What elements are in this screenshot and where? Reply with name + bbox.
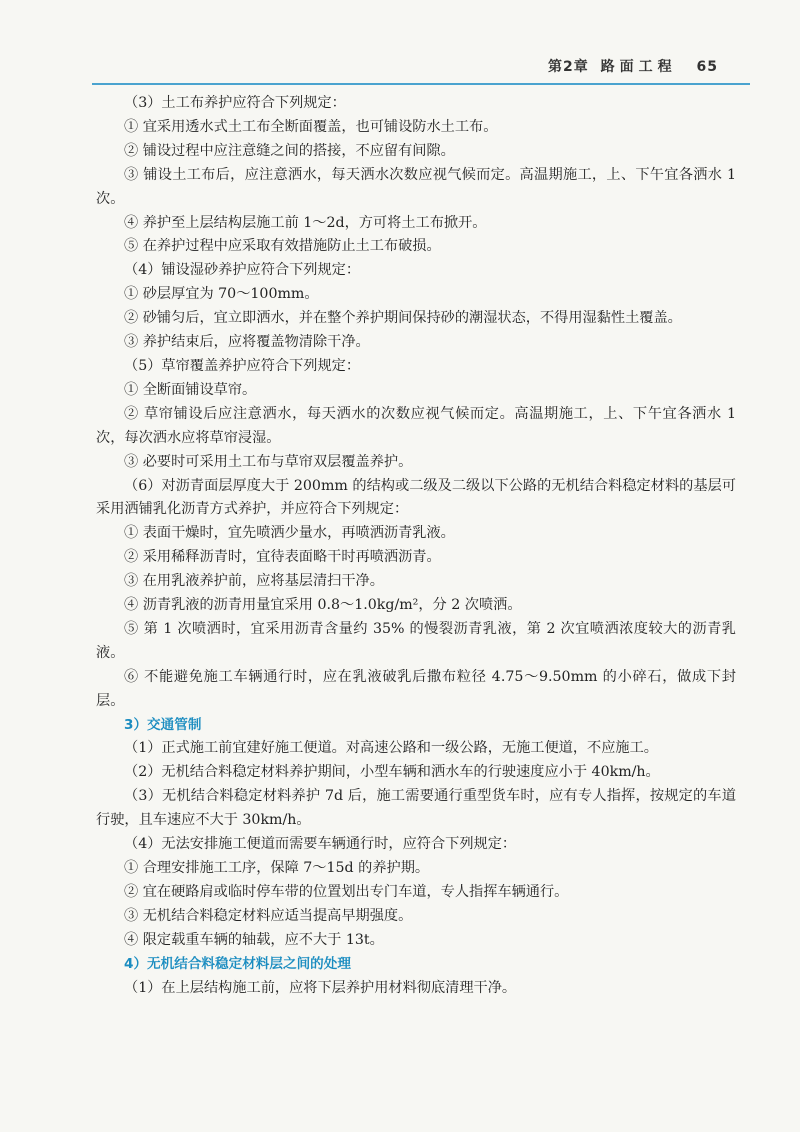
paragraph: ① 全断面铺设草帘。 — [124, 381, 257, 398]
paragraph: ② 采用稀释沥青时，宜待表面略干时再喷洒沥青。 — [124, 549, 441, 566]
paragraph: ④ 限定载重车辆的轴载，应不大于 13t。 — [124, 931, 384, 948]
paragraph: （5）草帘覆盖养护应符合下列规定： — [124, 357, 361, 374]
paragraph: ② 铺设过程中应注意缝之间的搭接，不应留有间隙。 — [124, 142, 455, 159]
paragraph: ③ 在用乳液养护前，应将基层清扫干净。 — [124, 573, 384, 590]
paragraph: （1）正式施工前宜建好施工便道。对高速公路和一级公路，无施工便道，不应施工。 — [124, 740, 658, 757]
paragraph: ③ 必要时可采用土工布与草帘双层覆盖养护。 — [124, 453, 413, 470]
paragraph: ③ 铺设土工布后，应注意洒水，每天洒水次数应视气候而定。高温期施工，上、下午宜各洒水 1 次。 — [96, 166, 736, 207]
chapter-title: 路面工程 — [600, 59, 677, 75]
paragraph: ① 合理安排施工工序，保障 7～15d 的养护期。 — [124, 860, 430, 876]
paragraph: （1）在上层结构施工前，应将下层养护用材料彻底清理干净。 — [124, 979, 517, 996]
paragraph: ④ 沥青乳液的沥青用量宜采用 0.8～1.0kg/m²，分 2 次喷洒。 — [124, 597, 522, 614]
paragraph: ② 宜在硬路肩或临时停车带的位置划出专门车道，专人指挥车辆通行。 — [124, 883, 569, 900]
page-header — [0, 0, 800, 90]
paragraph: ① 表面干燥时，宜先喷洒少量水，再喷洒沥青乳液。 — [124, 525, 455, 542]
paragraph: （3）土工布养护应符合下列规定： — [124, 95, 346, 111]
paragraph: ② 草帘铺设后应注意洒水，每天洒水的次数应视气候而定。高温期施工，上、下午宜各洒水 1 次，每次洒水应将草帘浸湿。 — [96, 405, 736, 446]
paragraph: ① 砂层厚宜为 70～100mm。 — [124, 286, 319, 303]
paragraph: ⑤ 在养护过程中应采取有效措施防止土工布破损。 — [124, 238, 441, 255]
paragraph: ② 砂铺匀后，宜立即洒水，并在整个养护期间保持砂的潮湿状态，不得用湿黏性土覆盖。 — [124, 310, 682, 327]
paragraph: ③ 无机结合料稳定材料应适当提高早期强度。 — [124, 907, 413, 924]
paragraph: （3）无机结合料稳定材料养护 7d 后，施工需要通行重型货车时，应有专人指挥，按规定的车道行驶，且车速应不大于 30km/h。 — [96, 788, 736, 829]
paragraph: （4）铺设湿砂养护应符合下列规定： — [124, 262, 361, 279]
section-heading: 4）无机结合料稳定材料层之间的处理 — [124, 955, 351, 972]
paragraph: （6）对沥青面层厚度大于 200mm 的结构或二级及二级以下公路的无机结合料稳定材料的基层可采用洒铺乳化沥青方式养护，并应符合下列规定： — [96, 477, 736, 518]
header-rule — [92, 83, 750, 85]
chapter-label: 第2章 — [548, 59, 589, 75]
paragraph: （4）无法安排施工便道而需要车辆通行时，应符合下列规定： — [124, 836, 517, 853]
paragraph: ④ 养护至上层结构层施工前 1～2d，方可将土工布掀开。 — [124, 214, 487, 231]
paragraph: ① 宜采用透水式土工布全断面覆盖，也可铺设防水土工布。 — [124, 118, 498, 135]
paragraph: ⑤ 第 1 次喷洒时，宜采用沥青含量约 35% 的慢裂沥青乳液，第 2 次宜喷洒浓度较大的沥青乳液。 — [96, 620, 736, 661]
page-body — [96, 92, 736, 1000]
page-number: 65 — [696, 59, 718, 75]
paragraph: （2）无机结合料稳定材料养护期间，小型车辆和洒水车的行驶速度应小于 40km/h。 — [124, 764, 660, 781]
paragraph: ⑥ 不能避免施工车辆通行时，应在乳液破乳后撒布粒径 4.75～9.50mm 的小碎石，做成下封层。 — [96, 668, 736, 709]
running-head — [548, 56, 718, 76]
paragraph: ③ 养护结束后，应将覆盖物清除干净。 — [124, 334, 370, 351]
section-heading: 3）交通管制 — [124, 716, 202, 733]
